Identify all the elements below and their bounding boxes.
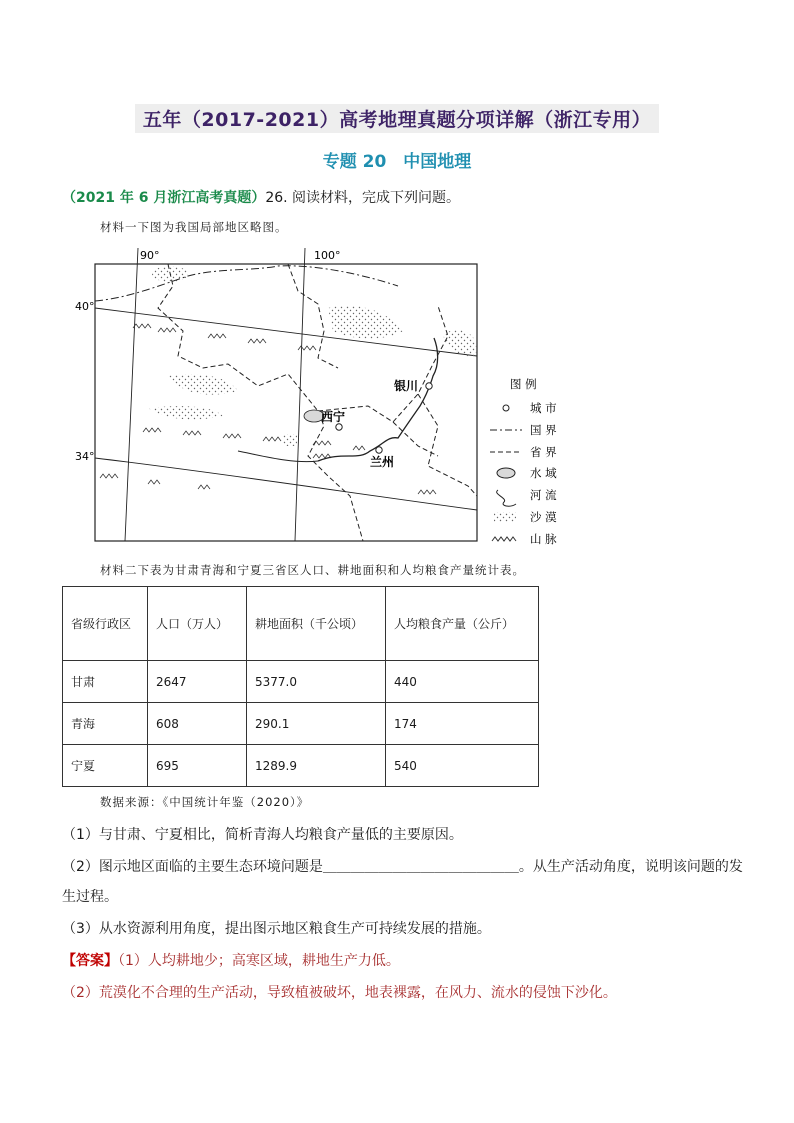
- provincial-borders: [158, 264, 477, 541]
- map-frame: [95, 264, 477, 541]
- legend-national-border: 国 界: [530, 423, 557, 437]
- answer-1: [62, 950, 400, 970]
- material-1: 材料一下图为我国局部地区略图。: [100, 220, 288, 234]
- sub-question-2-cont: 生过程。: [62, 889, 118, 905]
- table-row: [63, 745, 539, 787]
- table-cell: 540: [386, 745, 539, 787]
- table-header-cell: 人口（万人）: [148, 587, 247, 661]
- national-border: [95, 266, 398, 301]
- answer-2: （2）荒漠化不合理的生产活动，导致植被破坏，地表裸露，在风力、流水的侵蚀下沙化。: [62, 985, 617, 1001]
- yellow-river: [318, 338, 438, 461]
- legend-title: 图 例: [510, 377, 537, 391]
- material-2: 材料二下表为甘肃青海和宁夏三省区人口、耕地面积和人均粮食产量统计表。: [100, 563, 525, 577]
- sub-question-1: （1）与甘肃、宁夏相比，简析青海人均粮食产量低的主要原因。: [62, 827, 463, 843]
- section-subtitle: 专题 20 中国地理: [322, 152, 472, 172]
- answer-1-text: （1）人均耕地少；高寒区域，耕地生产力低。: [118, 953, 400, 969]
- table-cell: 甘肃: [63, 661, 148, 703]
- page-title-text: 五年（2017-2021）高考地理真题分项详解（浙江专用）: [135, 104, 659, 133]
- city-marker-lanzhou: [376, 447, 382, 453]
- sub-question-2: （2）图示地区面临的主要生态环境问题是＿＿＿＿＿＿＿＿＿＿＿＿＿＿。从生产活动角度，说明该问题的发: [62, 859, 743, 875]
- region-map: [75, 246, 588, 546]
- legend-desert-symbol: [494, 512, 516, 522]
- table-cell: 宁夏: [63, 745, 148, 787]
- question-stem: 26. 阅读材料，完成下列问题。: [265, 190, 461, 206]
- city-marker-xining: [336, 424, 342, 430]
- table-cell: 青海: [63, 703, 148, 745]
- lat-label-34: 34°: [75, 450, 95, 463]
- legend-river-symbol: [497, 490, 516, 506]
- data-source: 数据来源：《中国统计年鉴（2020）》: [100, 795, 310, 809]
- table-cell: 695: [148, 745, 247, 787]
- question-intro: [62, 187, 460, 207]
- table-row: [63, 703, 539, 745]
- city-marker-yinchuan: [426, 383, 432, 389]
- table-cell: 290.1: [247, 703, 386, 745]
- table-cell: 608: [148, 703, 247, 745]
- table-cell: 5377.0: [247, 661, 386, 703]
- legend-water: 水 域: [530, 466, 557, 480]
- river: [238, 451, 318, 462]
- city-label-yinchuan: 银川: [394, 379, 419, 393]
- legend-river: 河 流: [530, 488, 557, 502]
- city-label-lanzhou: 兰州: [370, 455, 395, 469]
- table-row: [63, 661, 539, 703]
- table-cell: 440: [386, 661, 539, 703]
- table-cell: 1289.9: [247, 745, 386, 787]
- legend-desert: 沙 漠: [530, 510, 557, 524]
- legend-water-symbol: [497, 468, 515, 478]
- table-cell: 174: [386, 703, 539, 745]
- lon-label-90: 90°: [140, 249, 160, 262]
- lat-label-40: 40°: [75, 300, 95, 313]
- sub-question-3: （3）从水资源利用角度，提出图示地区粮食生产可持续发展的措施。: [62, 921, 491, 937]
- question-source: （2021 年 6 月浙江高考真题）: [62, 190, 266, 206]
- legend-mountain-symbol: [492, 537, 516, 541]
- legend-provincial-border: 省 界: [530, 445, 557, 459]
- table-header-row: [63, 587, 539, 661]
- city-label-xining: 西宁: [321, 410, 346, 424]
- map-legend: [490, 377, 557, 546]
- table-header-cell: 耕地面积（千公顷）: [247, 587, 386, 661]
- lon-label-100: 100°: [314, 249, 341, 262]
- table-cell: 2647: [148, 661, 247, 703]
- answer-tag: 【答案】: [62, 953, 118, 969]
- legend-mountain: 山 脉: [530, 532, 557, 546]
- table-header-cell: 省级行政区: [63, 587, 148, 661]
- table-header-cell: 人均粮食产量（公斤）: [386, 587, 539, 661]
- statistics-table: [62, 586, 539, 787]
- page-title: [0, 104, 794, 133]
- legend-city: 城 市: [530, 401, 557, 415]
- legend-city-symbol: [503, 405, 509, 411]
